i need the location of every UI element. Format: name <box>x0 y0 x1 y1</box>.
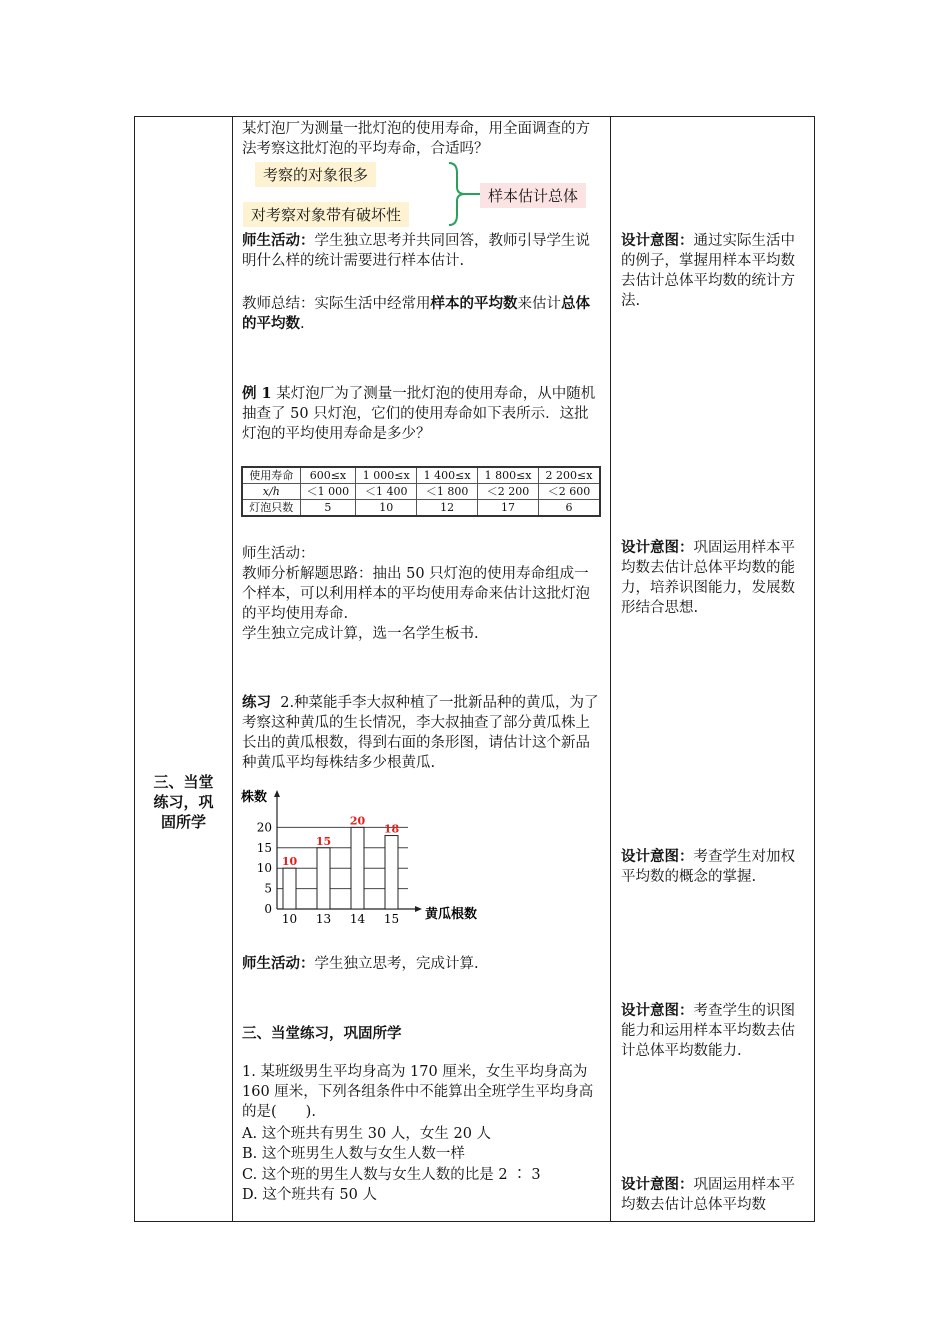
practice-text: 练习 2.种菜能手李大叔种植了一批新品种的黄瓜，为了考察这种黄瓜的生长情况，李大叔抽查了部分黄瓜株上长出的黄瓜根数，得到右面的条形图，请估计这个新品种黄瓜平均每株结多少根黄瓜. <box>242 695 599 771</box>
table-row-label: 灯泡只数 <box>242 500 300 517</box>
bar-value-label: 20 <box>349 814 366 828</box>
design-note-5: 设计意图：巩固运用样本平均数去估计总体平均数 <box>621 1177 795 1213</box>
bar <box>283 868 296 909</box>
design-note-2: 设计意图：巩固运用样本平均数去估计总体平均数的能力，培养识图能力，发展数形结合思想. <box>621 540 795 616</box>
example1-activity-line1: 教师分析解题思路：抽出 50 只灯泡的使用寿命组成一个样本，可以利用样本的平均使用寿命来估计这批灯泡的平均使用寿命. <box>242 566 590 622</box>
range-cell: ＜2 600 <box>539 484 601 500</box>
range-cell: ＜2 200 <box>478 484 539 500</box>
range-cell: 1 000≤x <box>356 467 417 484</box>
x-tick-label: 14 <box>349 912 366 926</box>
design-note-3: 设计意图：考查学生对加权平均数的概念的掌握. <box>621 849 795 885</box>
y-tick-label: 20 <box>256 820 272 835</box>
y-axis-arrow <box>274 790 280 797</box>
table-head-unit: x/h <box>242 484 300 500</box>
y-tick-label: 0 <box>264 902 272 916</box>
section3-heading: 三、当堂练习，巩固所学 <box>242 1026 402 1042</box>
design-column <box>611 117 814 1221</box>
lifespan-table <box>241 466 601 517</box>
y-tick-label: 5 <box>264 881 272 896</box>
range-cell: 1 400≤x <box>417 467 478 484</box>
bar <box>351 827 364 909</box>
range-cell: 2 200≤x <box>539 467 601 484</box>
x-tick-label: 10 <box>281 912 298 926</box>
x-tick-label: 15 <box>383 912 400 926</box>
stage-column <box>135 117 232 1221</box>
intro-activity: 师生活动：学生独立思考并共同回答，教师引导学生说明什么样的统计需要进行样本估计. <box>242 233 590 269</box>
question-1: 1. 某班级男生平均身高为 170 厘米，女生平均身高为 160 厘米，下列各组条件中不能算出全班学生平均身高的是( ). <box>242 1064 594 1120</box>
y-tick-label: 10 <box>256 861 272 876</box>
bar-value-label: 18 <box>383 822 400 836</box>
option-a: A. 这个班共有男生 30 人，女生 20 人 <box>242 1126 492 1142</box>
option-b: B. 这个班男生人数与女生人数一样 <box>242 1146 465 1162</box>
intro-question: 某灯泡厂为测量一批灯泡的使用寿命，用全面调查的方法考察这批灯泡的平均寿命，合适吗？ <box>242 121 590 157</box>
practice-activity: 师生活动：学生独立思考，完成计算. <box>242 956 479 972</box>
design-note-1: 设计意图：通过实际生活中的例子，掌握用样本平均数去估计总体平均数的统计方法. <box>621 233 795 309</box>
tag-destructive: 对考察对象带有破坏性 <box>243 202 409 227</box>
stage-label: 三、当堂练习，巩固所学 <box>153 773 214 831</box>
option-c: C. 这个班的男生人数与女生人数的比是 2 ∶ 3 <box>242 1167 541 1183</box>
count-cell: 12 <box>417 500 478 517</box>
example1-activity-label: 师生活动： <box>242 546 315 562</box>
tag-many-objects: 考察的对象很多 <box>255 162 376 187</box>
brace-icon <box>445 161 485 227</box>
bar-value-label: 10 <box>281 855 298 869</box>
design-note-4: 设计意图：考查学生的识图能力和运用样本平均数去估计总体平均数能力. <box>621 1003 795 1059</box>
cucumber-bar-chart <box>239 789 479 931</box>
x-tick-label: 13 <box>315 912 332 926</box>
count-cell: 5 <box>300 500 356 517</box>
count-cell: 6 <box>539 500 601 517</box>
lesson-table <box>134 116 815 1222</box>
teacher-summary: 教师总结：实际生活中经常用样本的平均数来估计总体的平均数. <box>242 296 590 332</box>
tag-sample-estimate: 样本估计总体 <box>480 183 586 208</box>
count-cell: 17 <box>478 500 539 517</box>
bar <box>385 836 398 909</box>
option-d: D. 这个班共有 50 人 <box>242 1187 377 1203</box>
range-cell: ＜1 400 <box>356 484 417 500</box>
y-axis-label: 株数 <box>241 790 268 805</box>
table-head: 使用寿命 <box>242 467 300 484</box>
content-column <box>233 117 609 1221</box>
example1-text: 例 1 某灯泡厂为了测量一批灯泡的使用寿命，从中随机抽查了 50 只灯泡，它们的使用寿命如下表所示．这批灯泡的平均使用寿命是多少？ <box>242 385 596 442</box>
range-cell: ＜1 800 <box>417 484 478 500</box>
range-cell: ＜1 000 <box>300 484 356 500</box>
x-axis-arrow <box>415 906 422 912</box>
bar <box>317 848 330 909</box>
count-cell: 10 <box>356 500 417 517</box>
y-tick-label: 15 <box>256 840 272 855</box>
x-axis-label: 黄瓜根数 <box>425 907 478 922</box>
range-cell: 600≤x <box>300 467 356 484</box>
example1-activity-line2: 学生独立完成计算，选一名学生板书. <box>242 626 479 642</box>
bar-value-label: 15 <box>315 834 332 848</box>
range-cell: 1 800≤x <box>478 467 539 484</box>
